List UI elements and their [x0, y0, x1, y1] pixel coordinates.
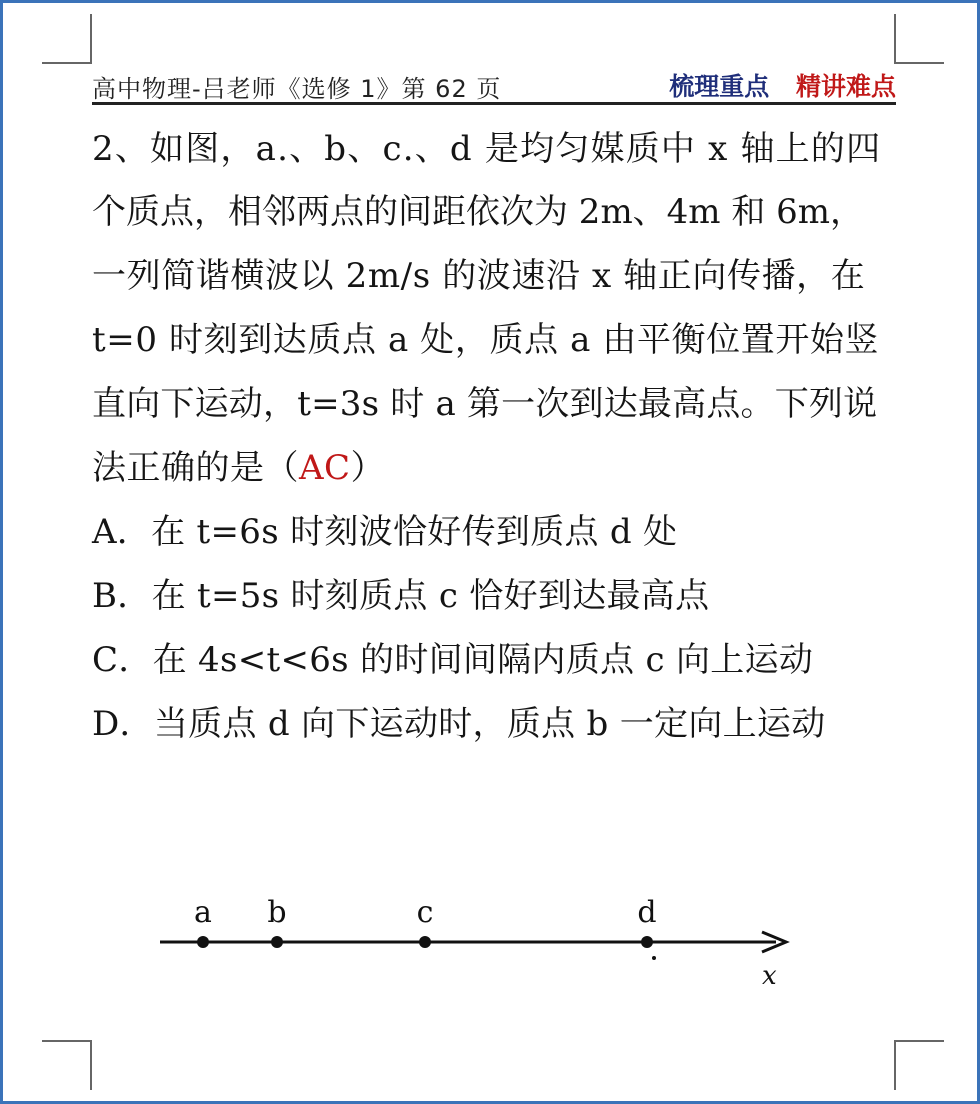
- header-tags: [669, 67, 896, 103]
- axis-points: [194, 895, 657, 948]
- crop-mark-top-right: [894, 14, 944, 64]
- axis-origin-dot: [652, 956, 656, 960]
- point-a: [197, 936, 209, 948]
- question-line-1: 2、如图，a.、b、c.、d 是均匀媒质中 x 轴上的四: [92, 129, 882, 169]
- header-tag-key-points: 梳理重点: [669, 72, 770, 101]
- option-a: A．在 t=6s 时刻波恰好传到质点 d 处: [92, 512, 678, 552]
- crop-mark-bottom-left: [42, 1040, 92, 1090]
- crop-mark-top-left: [42, 14, 92, 64]
- wave-axis-diagram: [150, 880, 810, 1000]
- question-line-2: 个质点，相邻两点的间距依次为 2m、4m 和 6m，: [92, 192, 865, 232]
- point-d: [641, 936, 653, 948]
- answer-text: AC: [299, 448, 351, 488]
- crop-mark-bottom-right: [894, 1040, 944, 1090]
- x-axis-label: x: [762, 961, 777, 991]
- option-d: D．当质点 d 向下运动时，质点 b 一定向上运动: [92, 704, 826, 744]
- question-prompt: 法正确的是（: [92, 448, 299, 488]
- question-prompt-close: ）: [350, 448, 386, 488]
- point-b: [271, 936, 283, 948]
- question-line-6: [92, 446, 385, 490]
- point-c: [419, 936, 431, 948]
- question-line-4: t=0 时刻到达质点 a 处，质点 a 由平衡位置开始竖: [92, 320, 880, 360]
- header-tag-difficult-points: 精讲难点: [795, 72, 896, 101]
- question-line-5: 直向下运动，t=3s 时 a 第一次到达最高点。下列说: [92, 384, 878, 424]
- option-b: B．在 t=5s 时刻质点 c 恰好到达最高点: [92, 576, 710, 616]
- header-title: 高中物理-吕老师《选修 1》第 62 页: [92, 75, 502, 103]
- point-label-b: b: [267, 895, 287, 930]
- point-label-c: c: [416, 895, 434, 930]
- option-c: C．在 4s<t<6s 的时间间隔内质点 c 向上运动: [92, 640, 814, 680]
- point-label-d: d: [637, 895, 657, 930]
- page-header: [92, 67, 896, 105]
- point-label-a: a: [194, 895, 212, 930]
- question-line-3: 一列简谐横波以 2m/s 的波速沿 x 轴正向传播，在: [92, 256, 866, 296]
